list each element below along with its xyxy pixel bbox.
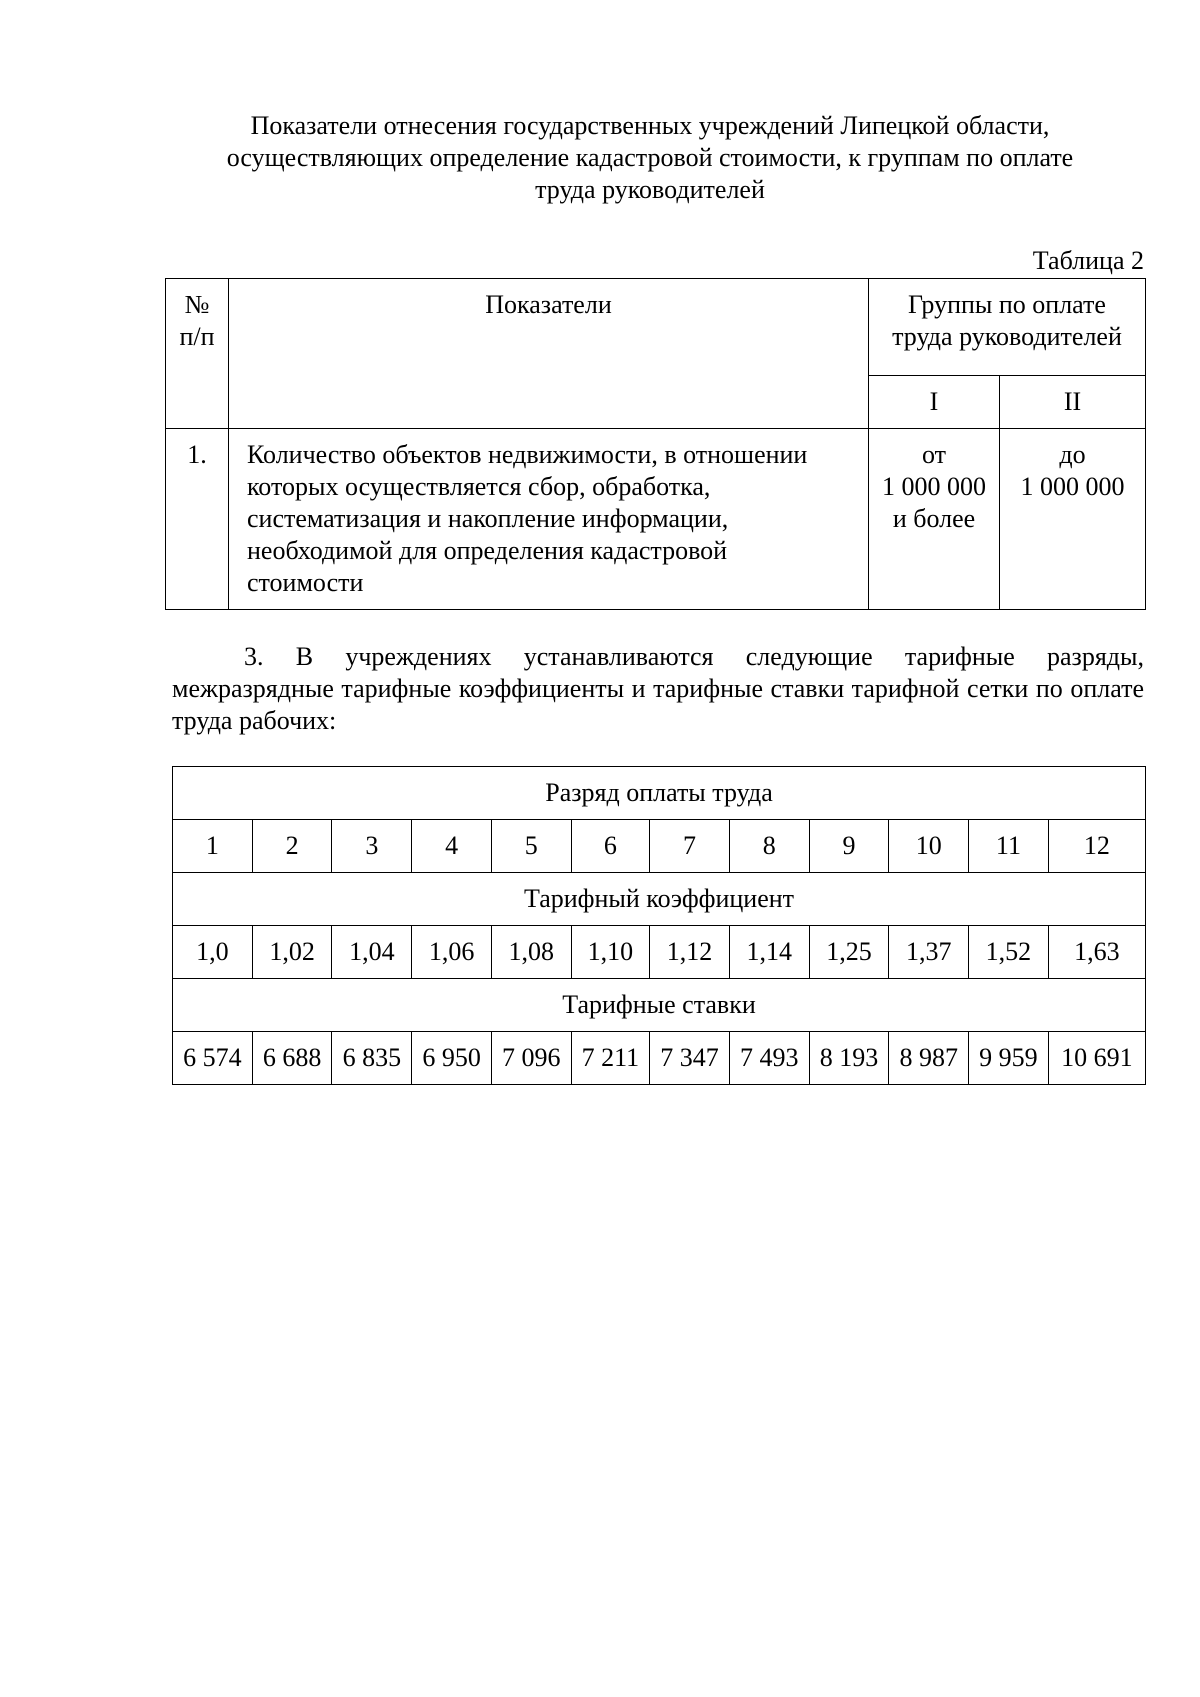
rate-cell: 7 096 (491, 1032, 571, 1085)
row-number: 1. (166, 429, 229, 610)
rate-cell: 7 347 (650, 1032, 730, 1085)
row-indicator (229, 429, 869, 610)
rate-cell: 7 211 (571, 1032, 649, 1085)
coef-header: Тарифный коэффициент (173, 873, 1146, 926)
header-group-i: I (869, 376, 1000, 429)
grade-cell: 10 (889, 820, 969, 873)
grade-cell: 11 (969, 820, 1049, 873)
rate-cell: 6 950 (412, 1032, 492, 1085)
group-i-line: от (921, 440, 947, 469)
grade-cell: 4 (412, 820, 492, 873)
grade-header: Разряд оплаты труда (173, 767, 1146, 820)
rate-cell: 7 493 (729, 1032, 809, 1085)
coef-cell: 1,37 (889, 926, 969, 979)
paragraph-3 (172, 641, 1144, 737)
rate-cell: 8 193 (809, 1032, 889, 1085)
indicator-line: стоимости (247, 568, 364, 597)
group-ii-line: 1 000 000 (1020, 472, 1125, 501)
coef-cell: 1,52 (969, 926, 1049, 979)
indicator-line: необходимой для определения кадастровой (247, 536, 728, 565)
group-i-line: 1 000 000 (882, 472, 986, 501)
header-number (166, 279, 229, 429)
rate-cell: 8 987 (889, 1032, 969, 1085)
coef-cell: 1,0 (173, 926, 253, 979)
table-label: Таблица 2 (1032, 246, 1144, 275)
header-groups-line1: Группы по оплате (908, 290, 1106, 319)
coef-cell: 1,63 (1048, 926, 1145, 979)
coef-cell: 1,02 (252, 926, 332, 979)
rates-row (173, 1032, 1146, 1085)
group-ii-line: до (1059, 440, 1086, 469)
grade-cell: 2 (252, 820, 332, 873)
title-line: осуществляющих определение кадастровой стоимости, к группам по оплате (226, 143, 1074, 172)
rates-header: Тарифные ставки (173, 979, 1146, 1032)
grade-cell: 5 (491, 820, 571, 873)
header-number-line1: № (184, 290, 210, 319)
row-group-ii-value (1000, 429, 1146, 610)
rate-cell: 6 835 (332, 1032, 412, 1085)
header-groups-line2: труда руководителей (892, 322, 1122, 351)
coef-cell: 1,08 (491, 926, 571, 979)
grades-row (173, 820, 1146, 873)
indicator-line: которых осуществляется сбор, обработка, (247, 472, 711, 501)
rate-cell: 10 691 (1048, 1032, 1145, 1085)
grade-cell: 12 (1048, 820, 1145, 873)
coef-cell: 1,06 (412, 926, 492, 979)
tariff-grid-table (172, 766, 1146, 1085)
paragraph-text: 3. В учреждениях устанавливаются следующие тарифные разряды, межразрядные тарифные коэффициенты и тарифные ставки тарифной сетки по оплате труда рабочих: (172, 642, 1144, 735)
grade-cell: 7 (650, 820, 730, 873)
header-group-ii: II (1000, 376, 1146, 429)
row-group-i-value (869, 429, 1000, 610)
indicator-line: систематизация и накопление информации, (247, 504, 729, 533)
coef-cell: 1,14 (729, 926, 809, 979)
grade-cell: 6 (571, 820, 649, 873)
coef-cell: 1,10 (571, 926, 649, 979)
coef-cell: 1,12 (650, 926, 730, 979)
rate-cell: 6 688 (252, 1032, 332, 1085)
grade-cell: 8 (729, 820, 809, 873)
grade-cell: 9 (809, 820, 889, 873)
indicator-line: Количество объектов недвижимости, в отношении (247, 440, 808, 469)
coef-cell: 1,25 (809, 926, 889, 979)
grade-cell: 1 (173, 820, 253, 873)
rate-cell: 6 574 (173, 1032, 253, 1085)
title-line: труда руководителей (535, 175, 765, 204)
title-line: Показатели отнесения государственных учреждений Липецкой области, (250, 111, 1050, 140)
header-indicators: Показатели (229, 279, 869, 429)
group-i-line: и более (892, 504, 976, 533)
coef-cell: 1,04 (332, 926, 412, 979)
coefs-row (173, 926, 1146, 979)
manager-groups-table (165, 278, 1146, 610)
document-title (150, 110, 1150, 206)
header-number-line2: п/п (179, 322, 215, 351)
grade-cell: 3 (332, 820, 412, 873)
header-groups (869, 279, 1146, 376)
rate-cell: 9 959 (969, 1032, 1049, 1085)
